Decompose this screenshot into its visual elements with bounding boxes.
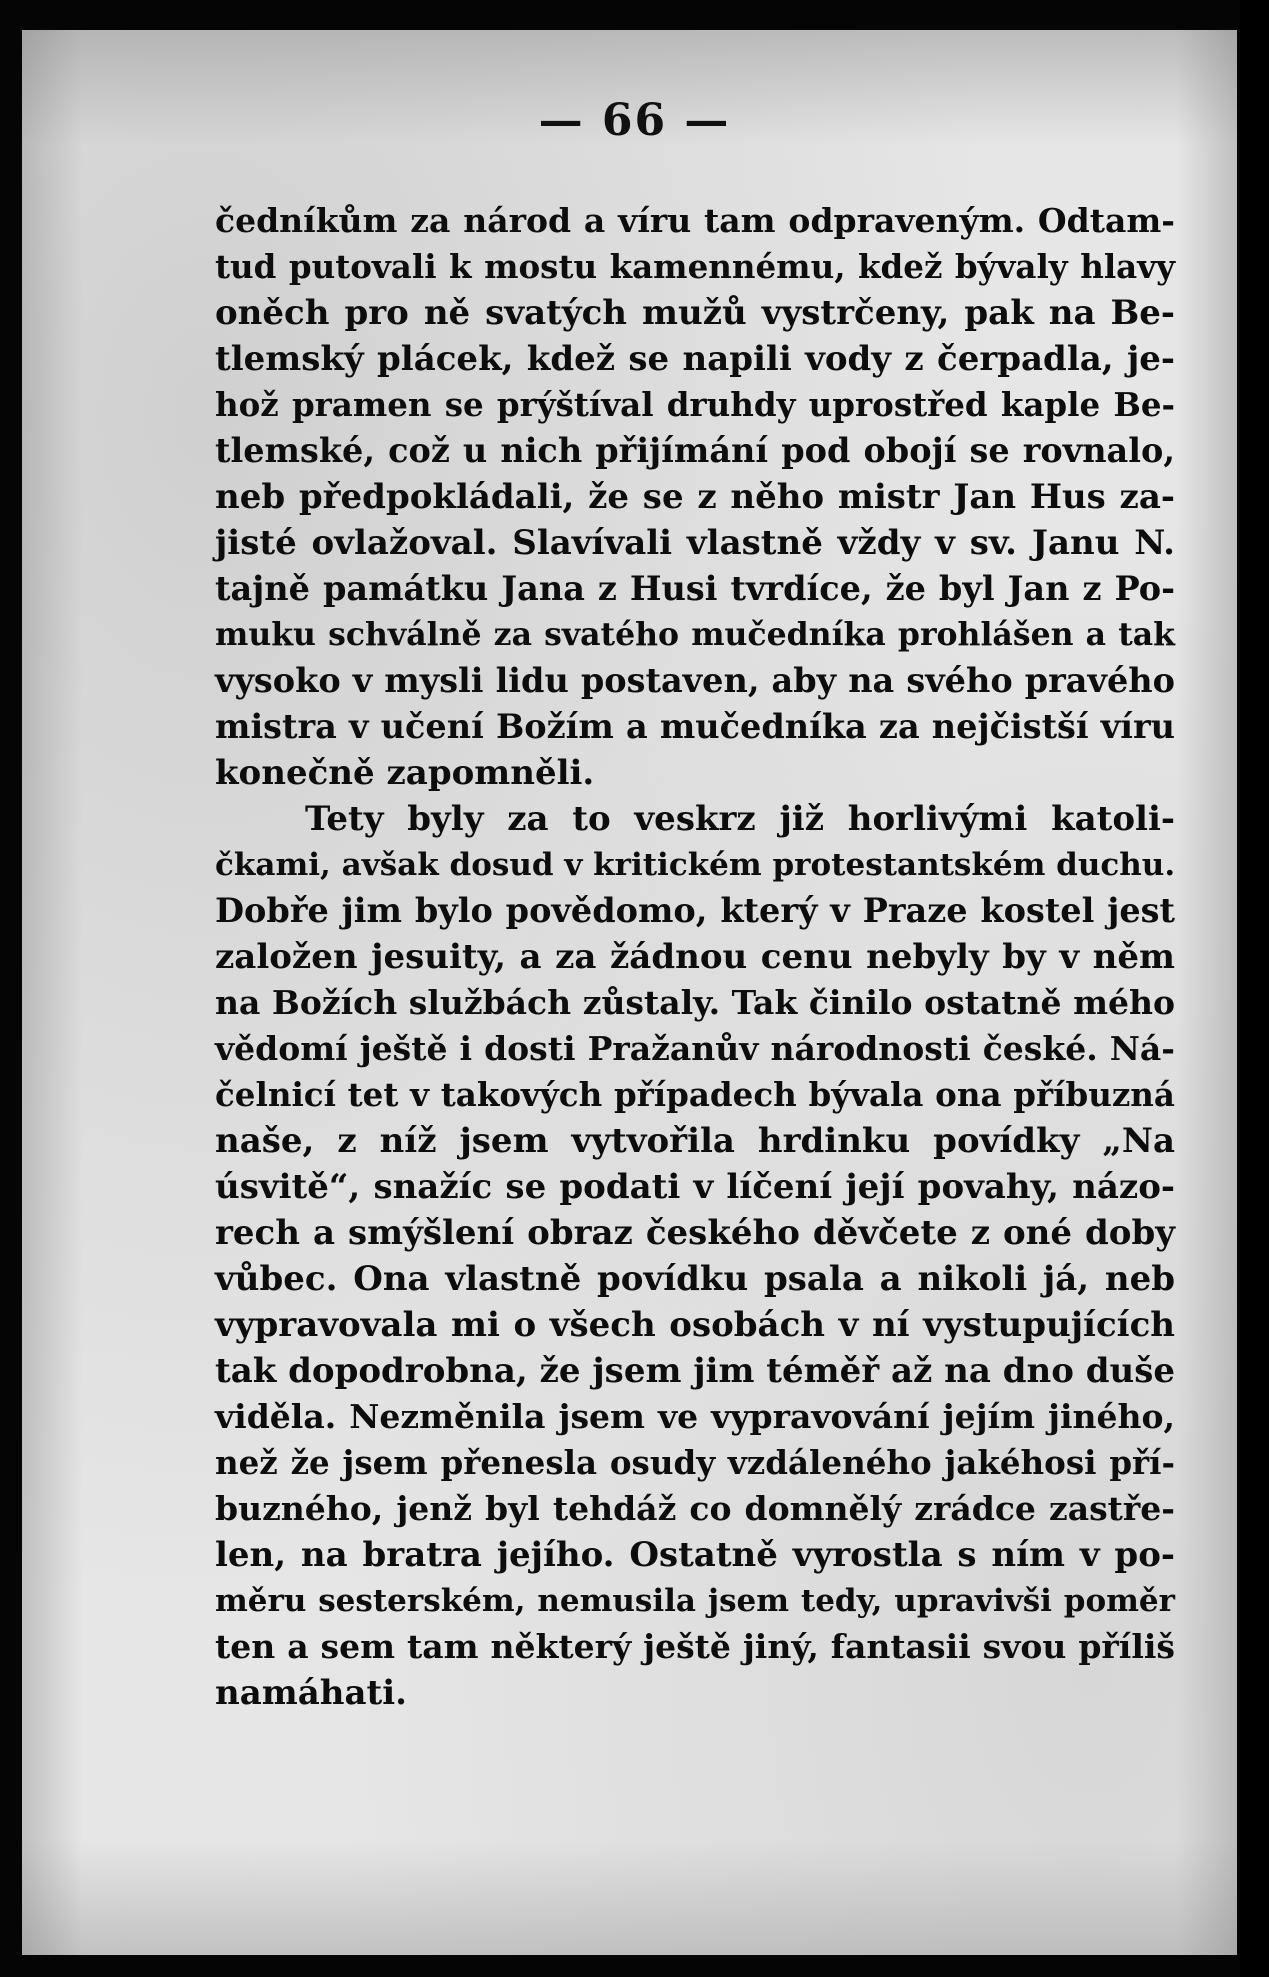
text-line: neb předpokládali, že se z něho mistr Jan Hus za- bbox=[215, 477, 1175, 517]
text-line: Dobře jim bylo povědomo, který v Praze kostel jest bbox=[215, 891, 1175, 930]
text-line: buzného, jenž byl tehdáž co domnělý zrádce zastře- bbox=[215, 1489, 1175, 1528]
text-line: viděla. Nezměnila jsem ve vypravování jejím jiného, bbox=[215, 1397, 1175, 1436]
text-line: založen jesuity, a za žádnou cenu nebyly by v něm bbox=[215, 937, 1175, 977]
text-line: ten a sem tam některý ještě jiný, fantasii svou příliš bbox=[215, 1627, 1175, 1666]
text-line: naše, z níž jsem vytvořila hrdinku povídky „Na bbox=[215, 1121, 1175, 1161]
text-line: čkami, avšak dosud v kritickém protestantském duchu. bbox=[215, 847, 1176, 883]
text-line: čelnicí tet v takových případech bývala ona příbuzná bbox=[215, 1075, 1175, 1114]
text-line: muku schválně za svatého mučedníka prohlášen a tak bbox=[215, 616, 1175, 653]
text-line: tak dopodrobna, že jsem jim téměř až na dno duše bbox=[215, 1351, 1176, 1391]
text-line: tlemské, což u nich přijímání pod obojí se rovnalo, bbox=[215, 431, 1175, 470]
text-line: vůbec. Ona vlastně povídku psala a nikoli já, neb bbox=[215, 1259, 1175, 1299]
page-number: — 66 — bbox=[538, 95, 731, 146]
text-line: na Božích službách zůstaly. Tak činilo ostatně mého bbox=[215, 983, 1175, 1022]
text-line: namáhati. bbox=[215, 1673, 407, 1713]
text-line: měru sesterském, nemusila jsem tedy, upravivši poměr bbox=[215, 1583, 1175, 1619]
text-line: oněch pro ně svatých mužů vystrčeny, pak na Be- bbox=[215, 293, 1175, 333]
text-line: vědomí ještě i dosti Pražanův národnosti české. Ná- bbox=[215, 1029, 1175, 1068]
text-line: hož pramen se prýštíval druhdy uprostřed kaple Be- bbox=[215, 385, 1175, 424]
text-line: jisté ovlažoval. Slavívali vlastně vždy v sv. Janu N. bbox=[215, 523, 1175, 563]
text-line: rech a smýšlení obraz českého děvčete z oné doby bbox=[215, 1213, 1175, 1253]
text-line: konečně zapomněli. bbox=[215, 753, 595, 793]
text-line: úsvitě“, snažíc se podati v líčení její povahy, názo- bbox=[215, 1167, 1175, 1207]
text-line: tajně památku Jana z Husi tvrdíce, že byl Jan z Po- bbox=[215, 569, 1175, 608]
text-line: čedníkům za národ a víru tam odpraveným. Odtam- bbox=[215, 201, 1175, 240]
text-line: vypravovala mi o všech osobách v ní vystupujících bbox=[215, 1305, 1175, 1345]
paragraph-start-line: Tety byly za to veskrz již horlivými katoli- bbox=[305, 799, 1175, 839]
text-line: len, na bratra jejího. Ostatně vyrostla s ním v po- bbox=[215, 1535, 1175, 1575]
text-line: vysoko v mysli lidu postaven, aby na svého pravého bbox=[215, 661, 1175, 700]
text-line: tud putovali k mostu kamennému, kdež bývaly hlavy bbox=[215, 247, 1175, 286]
text-line: tlemský plácek, kdež se napili vody z čerpadla, je- bbox=[215, 339, 1175, 379]
text-line: mistra v učení Božím a mučedníka za nejčistší víru bbox=[215, 707, 1175, 746]
text-line: než že jsem přenesla osudy vzdáleného jakéhosi pří- bbox=[215, 1443, 1175, 1482]
scan-edge-shadow bbox=[1240, 0, 1269, 1977]
body-text bbox=[215, 198, 1175, 1716]
